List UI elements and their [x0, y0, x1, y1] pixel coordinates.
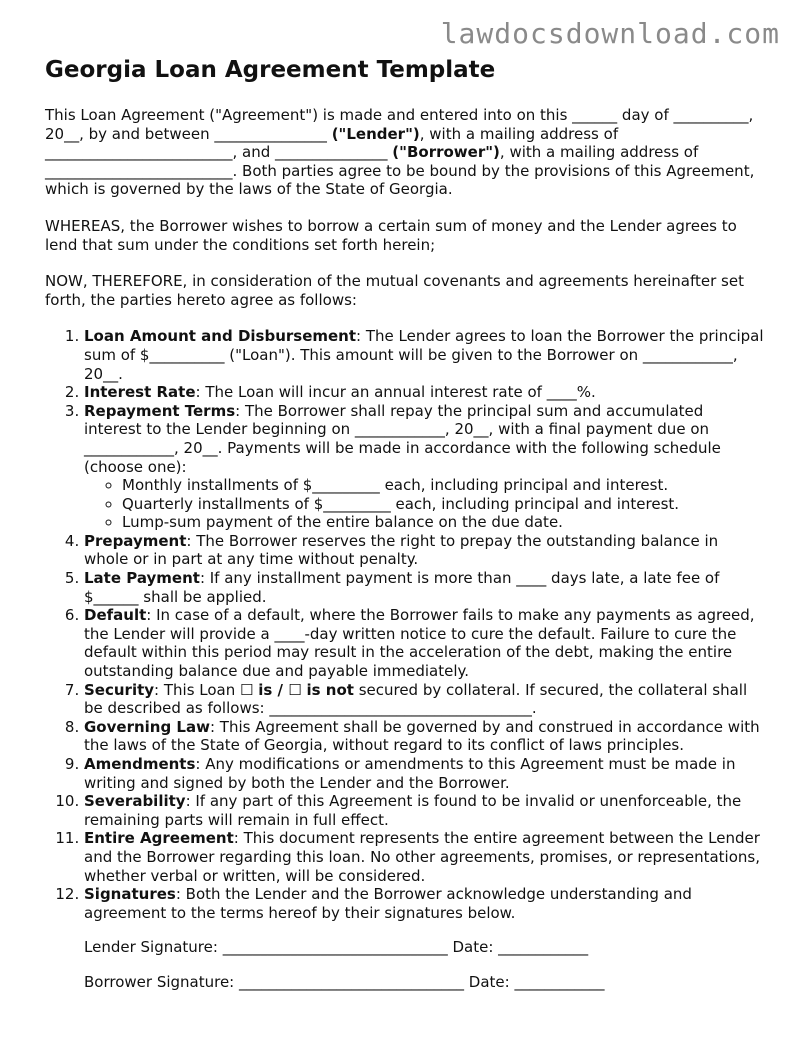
- term-heading: Late Payment: [84, 569, 200, 588]
- term-text: : If any installment payment is more than ____ days late, a late fee of $______ shall be applied.: [84, 569, 720, 606]
- term-heading: Repayment Terms: [84, 401, 236, 420]
- term-text: : Both the Lender and the Borrower acknowledge understanding and agreement to the terms hereof by their signatures below.: [84, 885, 692, 922]
- term-text: : This document represents the entire agreement between the Lender and the Borrower regarding this loan. No other agreements, promises, or representations, whether verbal or written, will be considered.: [84, 829, 760, 885]
- term-heading: Prepayment: [84, 531, 187, 550]
- intro-text-1: This Loan Agreement ("Agreement") is made and entered into on this ______ day of __________, 20__, by and between _______________: [45, 106, 754, 143]
- intro-text-2: , with a mailing address of _________________________, and _______________: [45, 124, 619, 162]
- terms-list: [45, 327, 765, 991]
- term-text: ☐: [288, 680, 307, 699]
- term-text: : The Loan will incur an annual interest rate of ____%.: [195, 383, 596, 402]
- term-item: [84, 402, 765, 532]
- term-text: : Any modifications or amendments to this Agreement must be made in writing and signed by both the Lender and the Borrower.: [84, 755, 736, 792]
- intro-paragraph: [45, 106, 765, 199]
- repayment-option: ◦ Quarterly installments of $_________ each, including principal and interest.: [122, 495, 765, 514]
- term-item: [84, 792, 765, 829]
- borrower-signature-line: Borrower Signature: ______________________________ Date: ____________: [84, 972, 605, 991]
- term-text: secured by collateral. If secured, the collateral shall be described as follows: ___________________________________.: [84, 680, 748, 718]
- term-heading: Loan Amount and Disbursement: [84, 327, 357, 346]
- term-text: : The Lender agrees to loan the Borrower the principal sum of $__________ ("Loan"). This amount will be given to the Borrower on ____________, 20__.: [84, 327, 764, 383]
- term-heading: Amendments: [84, 755, 196, 773]
- term-item: [84, 327, 765, 383]
- term-item: [84, 718, 765, 755]
- term-text: : The Borrower reserves the right to prepay the outstanding balance in whole or in part at any time without penalty.: [84, 531, 719, 569]
- lender-tag: ("Lender"): [331, 124, 420, 143]
- term-heading: Interest Rate: [84, 383, 196, 402]
- term-heading: Severability: [84, 792, 186, 811]
- repayment-option: ◦ Lump-sum payment of the entire balance on the due date.: [122, 513, 765, 532]
- term-bold: is not: [306, 680, 354, 699]
- term-item: [84, 569, 765, 606]
- term-text: : In case of a default, where the Borrower fails to make any payments as agreed, the Lender will provide a ____-day written notice to cure the default. Failure to cure the default within this period may result in the acceleration of the debt, making the entire outstanding balance due and payable immediately.: [84, 606, 755, 681]
- term-item: [84, 532, 765, 569]
- term-item: [84, 383, 765, 402]
- term-text: : If any part of this Agreement is found to be invalid or unenforceable, the remaining parts will remain in full effect.: [84, 792, 742, 829]
- term-heading: Entire Agreement: [84, 829, 234, 848]
- term-item: [84, 681, 765, 718]
- term-item: [84, 829, 765, 885]
- lender-signature-line: Lender Signature: ______________________________ Date: ____________: [84, 938, 589, 957]
- term-text: : The Borrower shall repay the principal sum and accumulated interest to the Lender beginning on ____________, 20__, with a final payment due on ____________, 20__. Payments will be made in accordance with the following schedule (choose one):: [84, 401, 721, 476]
- document-title: Georgia Loan Agreement Template: [45, 57, 496, 83]
- term-heading: Governing Law: [84, 717, 210, 736]
- term-heading: Default: [84, 606, 147, 625]
- term-text: : This Loan ☐: [154, 680, 259, 699]
- intro-text-3: , with a mailing address of _________________________. Both parties agree to be bound by the provisions of this Agreement, which is governed by the laws of the State of Georgia.: [45, 143, 755, 199]
- term-heading: Signatures: [84, 885, 176, 904]
- repayment-option: ◦ Monthly installments of $_________ each, including principal and interest.: [122, 476, 765, 495]
- term-bold: is /: [258, 680, 289, 699]
- term-item: [84, 885, 765, 991]
- term-item: [84, 755, 765, 792]
- whereas-paragraph: WHEREAS, the Borrower wishes to borrow a certain sum of money and the Lender agrees to lend that sum under the conditions set forth herein;: [45, 216, 737, 254]
- term-text: : This Agreement shall be governed by and construed in accordance with the laws of the State of Georgia, without regard to its conflict of laws principles.: [84, 717, 760, 755]
- now-therefore-paragraph: NOW, THEREFORE, in consideration of the mutual covenants and agreements hereinafter set forth, the parties hereto agree as follows:: [45, 272, 744, 309]
- repayment-options-list: [84, 476, 765, 532]
- term-item: [84, 606, 765, 680]
- document-page: [45, 56, 765, 992]
- borrower-tag: ("Borrower"): [392, 143, 500, 162]
- term-heading: Security: [84, 680, 155, 699]
- watermark: lawdocsdownload.com: [440, 17, 780, 50]
